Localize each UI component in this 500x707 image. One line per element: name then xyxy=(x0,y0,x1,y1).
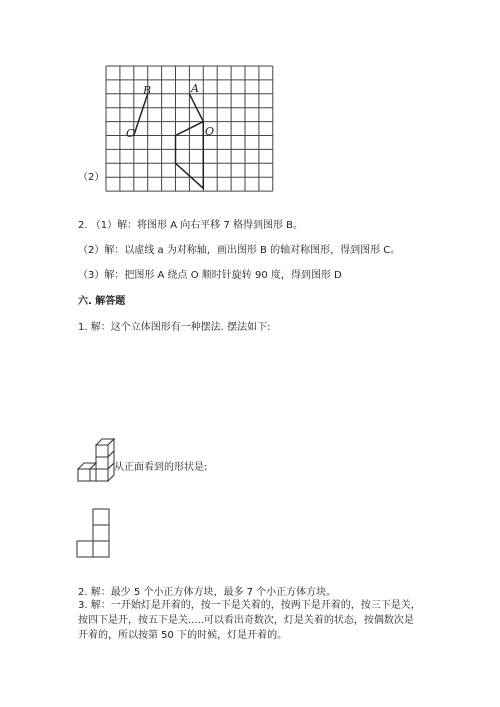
point-label-b: B xyxy=(143,84,152,97)
answer-2-2: （2）解：以虚线 a 为对称轴，画出图形 B 的轴对称图形，得到图形 C。 xyxy=(78,245,401,256)
front-view-caption: 从正面看到的形状是: xyxy=(114,462,208,473)
segment-cb xyxy=(134,94,148,136)
point-label-o: O xyxy=(205,125,215,138)
answer-2-1: 2. （1）解：将图形 A 向右平移 7 格得到图形 B。 xyxy=(78,220,304,231)
question-2-answer: 2. 解：最少 5 个小正方体方块，最多 7 个小正方体方块。 xyxy=(78,587,337,598)
grid-part-label: （2） xyxy=(78,172,105,183)
point-label-a: A xyxy=(191,82,199,95)
section-title: 六. 解答题 xyxy=(78,296,126,307)
question-1-answer: 1. 解：这个立体图形有一种摆法. 摆法如下: xyxy=(78,322,271,333)
question-3-answer-line-1: 3. 解：一开始灯是开着的，按一下是关着的，按两下是开着的，按三下是关， xyxy=(78,600,421,611)
point-label-c: C xyxy=(126,127,135,140)
grid-figure xyxy=(0,0,500,200)
front-view-figure xyxy=(74,505,124,565)
question-3-answer-line-3: 开着的，所以按第 50 下的时候，灯是开着的。 xyxy=(78,630,288,641)
question-3-answer-line-2: 按四下是开，按五下是关.....可以看出奇数次，灯是关着的状态，按偶数次是 xyxy=(78,615,414,626)
answer-2-3: （3）解：把图形 A 绕点 O 顺时针旋转 90 度，得到图形 D xyxy=(78,270,342,281)
